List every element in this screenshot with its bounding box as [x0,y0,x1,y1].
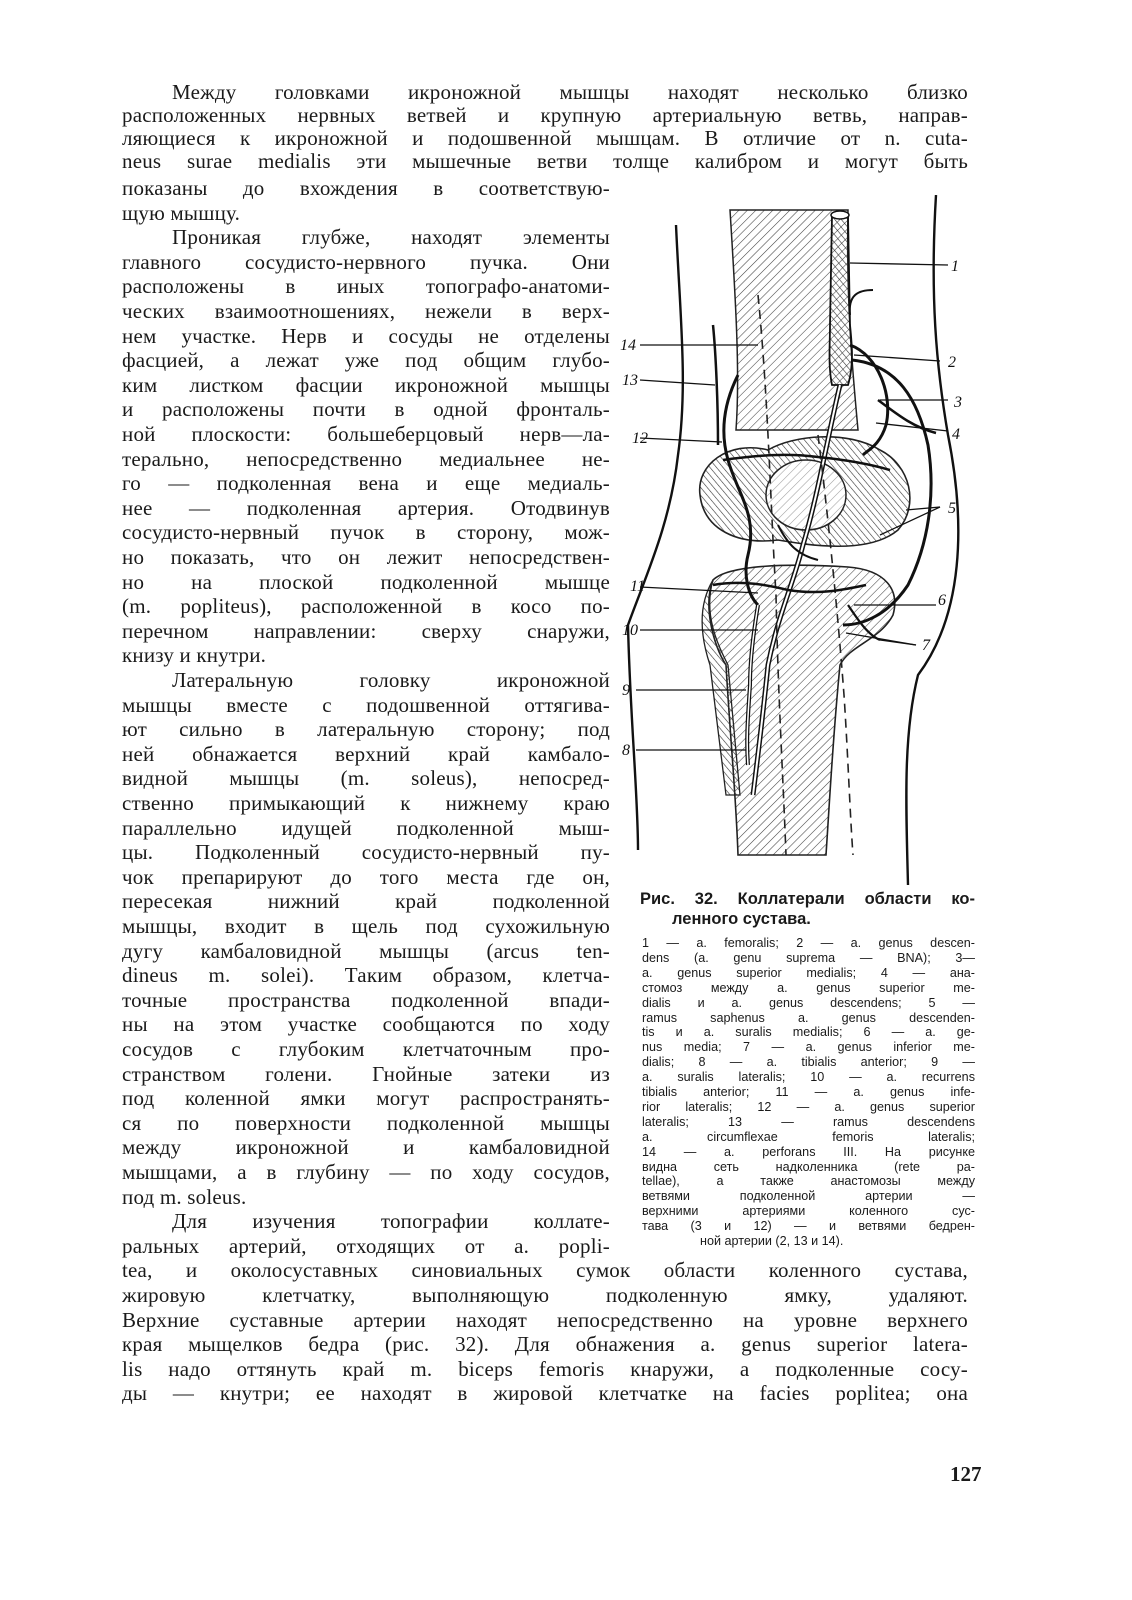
legend-line: ной артерии (2, 13 и 14). [700,1234,844,1248]
callout-7: 7 [922,637,930,654]
text-line: но показать, что он лежит непосредствен- [122,545,610,569]
legend-line: a. genus superior medialis; 4 — ана- [642,965,975,980]
callout-12: 12 [632,430,648,447]
text-line: но на плоской подколенной мышце [122,569,610,594]
limb-outline [906,195,958,885]
text-line: видной мышцы (m. soleus), непосред- [122,766,610,791]
knee-collaterals-figure [618,195,990,885]
text-line: Верхние суставные артерии находят непосредственно на уровне верхнего [122,1307,968,1332]
legend-line: dialis и a. genus descendens; 5 — [642,995,975,1010]
callout-13: 13 [622,372,638,389]
callout-9: 9 [622,682,630,699]
text-line: под m. soleus. [122,1184,247,1209]
callout-8: 8 [622,742,630,759]
text-line: Латеральную головку икроножной [172,668,610,692]
legend-line: tis и a. suralis medialis; 6 — a. ge- [642,1025,975,1040]
text-line: ческих взаимоотношениях, нежели в верх- [122,299,610,323]
text-line: под коленной ямки могут распространять- [122,1086,610,1111]
caption-title: Рис. 32. Коллатерали области ко- [640,890,975,908]
text-line: ким листком фасции икроножной мышцы [122,372,610,397]
text-line: dineus m. solei). Таким образом, клетча- [122,963,610,988]
text-line: (m. popliteus), расположенной в косо по- [122,594,610,619]
text-line: ся по поверхности подколенной мышцы [122,1110,610,1135]
text-line: мышцы вместе с подошвенной оттягива- [122,692,610,717]
callout-5: 5 [948,500,956,517]
text-line: главного сосудисто-нервного пучка. Они [122,249,610,274]
text-line: Проникая глубже, находят элементы [172,225,610,250]
text-line: Для изучения топографии коллате- [172,1209,610,1234]
caption-title: ленного сустава. [672,910,811,928]
text-line: мышцы, входит в щель под сухожильную [122,914,610,938]
text-line: перечном направлении: сверху снаружи, [122,618,610,643]
limb-outline [628,225,683,850]
legend-line: dialis; 8 — a. tibialis anterior; 9 — [642,1055,975,1070]
text-line: жировую клетчатку, выполняющую подколенную ямку, удаляют. [122,1283,968,1307]
text-line: го — подколенная вена и еще медиаль- [122,471,610,496]
text-line: параллельно идущей подколенной мыш- [122,815,610,840]
text-line: tea, и околосуставных синовиальных сумок области коленного сустава, [122,1258,968,1283]
callout-11: 11 [630,578,645,595]
text-line: нее — подколенная артерия. Отодвинув [122,495,610,520]
text-line: книзу и кнутри. [122,643,267,668]
text-line: фасцией, а лежат уже под общим глубо- [122,348,610,373]
text-line: neus surae medialis эти мышечные ветви толще калибром и могут быть [122,149,968,173]
legend-line: видна сеть надколенника (rete pa- [642,1159,975,1174]
text-line: края мыщелков бедра (рис. 32). Для обнажения a. genus superior latera- [122,1332,968,1357]
text-line: между икроножной и камбаловидной [122,1135,610,1160]
text-line: расположены в иных топографо-анатоми- [122,274,610,299]
callout-4: 4 [952,426,960,443]
text-line: ственно примыкающий к нижнему краю [122,791,610,815]
text-line: мышцами, а в глубину — по ходу сосудов, [122,1160,610,1184]
legend-line: тава (3 и 12) — и ветвями бедрен- [642,1219,975,1234]
callout-1: 1 [951,258,959,275]
legend-line: ramus saphenus a. genus descenden- [642,1010,975,1025]
callout-10: 10 [622,622,638,639]
legend-line: nus media; 7 — a. genus inferior me- [642,1040,975,1055]
callout-6: 6 [938,592,946,609]
text-line: lis надо оттянуть край m. biceps femoris кнаружи, а подколенные сосу- [122,1356,968,1381]
text-line: ной плоскости: большеберцовый нерв—ла- [122,422,610,446]
femoral-artery [830,215,853,385]
legend-line: ветвями подколенной артерии — [642,1189,975,1204]
text-line: ляющиеся к икроножной и подошвенной мышцам. В отличие от n. cuta- [122,126,968,150]
legend-line: dens (a. genu suprema — BNA); 3— [642,950,975,965]
legend-line: верхними артериями коленного сус- [642,1204,975,1219]
callout-14: 14 [620,337,636,354]
text-line: цы. Подколенный сосудисто-нервный пу- [122,840,610,865]
text-line: щую мышцу. [122,200,241,225]
tibia [709,565,895,855]
text-line: ют сильно в латеральную сторону; под [122,717,610,742]
text-line: сосудисто-нервный пучок в сторону, мож- [122,520,610,545]
callout-2: 2 [948,354,956,371]
legend-line: a. suralis lateralis; 10 — a. recurrens [642,1070,975,1085]
text-line: показаны до вхождения в соответствую- [122,176,610,200]
text-line: расположенных нервных ветвей и крупную артериальную ветвь, направ- [122,103,968,127]
text-line: нем участке. Нерв и сосуды не отделены [122,323,610,348]
text-line: пересекая нижний край подколенной [122,889,610,914]
text-line: ральных артерий, отходящих от a. popli- [122,1233,610,1258]
text-line: сосудов с глубоким клетчаточным про- [122,1037,610,1061]
text-line: ды — кнутри; ее находят в жировой клетчатке на facies poplitea; она [122,1381,968,1406]
legend-line: стомоз между a. genus superior me- [642,980,975,995]
text-line: дугу камбаловидной мышцы (arcus ten- [122,938,610,963]
legend-line: tibialis anterior; 11 — a. genus infe- [642,1085,975,1099]
text-line: точные пространства подколенной впади- [122,987,610,1012]
legend-line: a. circumflexae femoris lateralis; [642,1129,975,1144]
legend-line: lateralis; 13 — ramus descendens [642,1114,975,1129]
callout-3: 3 [954,394,962,411]
legend-line: 14 — a. perforans III. На рисунке [642,1144,975,1159]
text-line: ны на этом участке сообщаются по ходу [122,1012,610,1037]
text-line: чок препарируют до того места где он, [122,864,610,889]
text-line: ней обнажается верхний край камбало- [122,741,610,766]
text-line: Между головками икроножной мышцы находят несколько близко [172,80,968,104]
text-line: странством голени. Гнойные затеки из [122,1061,610,1086]
legend-line: 1 — a. femoralis; 2 — a. genus descen- [642,936,975,950]
legend-line: rior lateralis; 12 — a. genus superior [642,1099,975,1114]
legend-line: tellae), а также анастомозы между [642,1174,975,1189]
page-number: 127 [950,1462,982,1486]
text-line: терально, непосредственно медиальнее не- [122,446,610,471]
text-line: и расположены почти в одной фронталь- [122,397,610,422]
